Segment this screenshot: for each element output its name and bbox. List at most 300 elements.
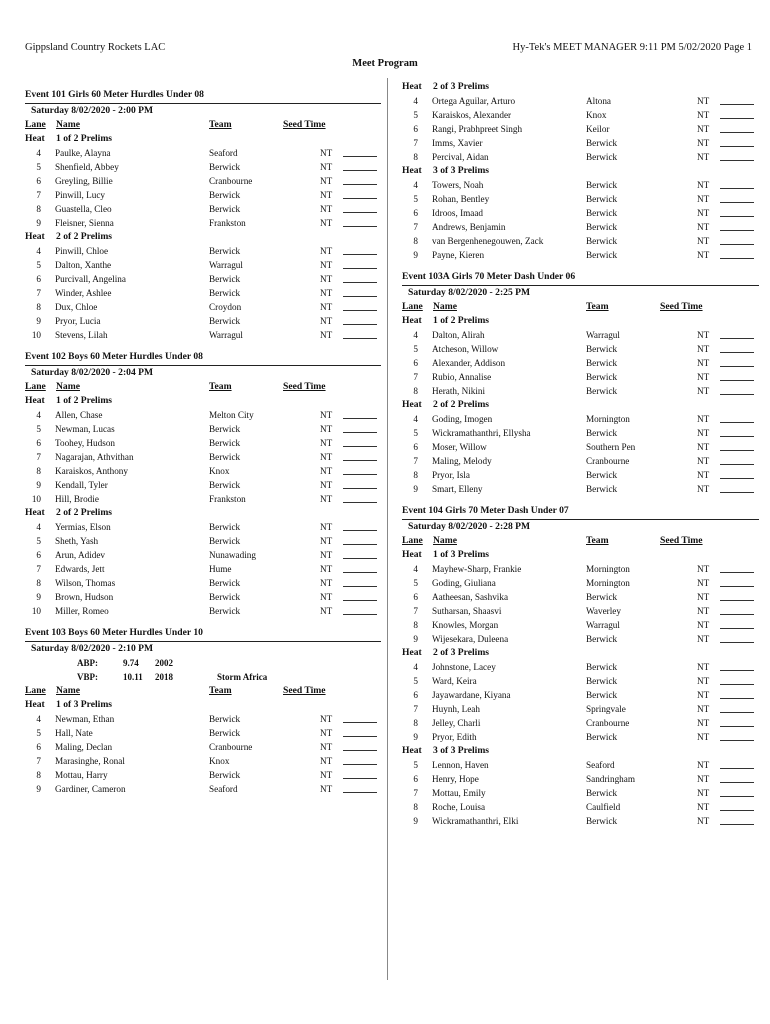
result-blank-line [720,244,754,245]
athlete-name: Goding, Imogen [432,414,493,424]
left-column [25,80,381,796]
heat-header [25,394,381,408]
seed-time: NT [697,358,710,368]
lane-header: Lane [25,381,46,392]
seed-time: NT [697,662,710,672]
seed-time: NT [697,816,710,826]
athlete-name: Percival, Aidan [432,152,489,162]
seed-time: NT [320,162,333,172]
seed-time: NT [697,802,710,812]
result-blank-line [720,478,754,479]
result-blank-line [343,460,377,461]
athlete-name: Dalton, Alirah [432,330,485,340]
seed-time: NT [320,438,333,448]
entry-row [402,604,759,618]
entry-row [402,192,759,206]
athlete-name: Shenfield, Abbey [55,162,119,172]
team-name: Berwick [586,250,618,260]
result-blank-line [720,712,754,713]
lane-number: 5 [413,760,418,770]
team-name: Springvale [586,704,626,714]
team-name: Mornington [586,414,630,424]
team-name: Berwick [586,222,618,232]
athlete-name: Alexander, Addison [432,358,506,368]
lane-header: Lane [402,301,423,312]
team-name: Knox [586,110,607,120]
result-blank-line [720,614,754,615]
athlete-name: Nagarajan, Athvithan [55,452,134,462]
heat-label: Heat [402,399,422,410]
athlete-name: Rangi, Prabhpreet Singh [432,124,523,134]
athlete-name: Smart, Elleny [432,484,483,494]
lane-number: 10 [31,330,41,340]
heat-label: Heat [402,549,422,560]
lane-number: 9 [413,816,418,826]
seed-header: Seed Time [660,535,703,546]
athlete-name: Yermias, Elson [55,522,111,532]
heat-number: 2 of 2 Prelims [56,507,113,518]
team-name: Berwick [209,316,241,326]
entry-row [25,188,381,202]
seed-time: NT [697,564,710,574]
team-name: Seaford [209,148,238,158]
result-blank-line [720,684,754,685]
team-name: Berwick [586,662,618,672]
session-time [402,519,759,534]
result-blank-line [343,736,377,737]
entry-row [402,716,759,730]
lane-number: 7 [413,788,418,798]
team-name: Cranbourne [209,742,253,752]
result-blank-line [720,796,754,797]
athlete-name: Marasinghe, Ronal [55,756,125,766]
result-blank-line [720,422,754,423]
record-line [25,670,381,684]
seed-time: NT [320,302,333,312]
seed-time: NT [697,208,710,218]
seed-time: NT [320,466,333,476]
entry-row [25,216,381,230]
lane-number: 4 [413,96,418,106]
result-blank-line [343,282,377,283]
seed-time: NT [320,784,333,794]
team-name: Berwick [586,208,618,218]
athlete-name: Jelley, Charli [432,718,481,728]
lane-number: 6 [413,208,418,218]
seed-time: NT [697,344,710,354]
lane-number: 8 [413,802,418,812]
heat-number: 1 of 2 Prelims [56,395,113,406]
result-blank-line [720,352,754,353]
athlete-name: Sheth, Yash [55,536,99,546]
seed-time: NT [697,194,710,204]
team-name: Warragul [209,260,243,270]
entry-row [25,464,381,478]
entry-row [402,702,759,716]
athlete-name: Kendall, Tyler [55,480,108,490]
seed-time: NT [697,386,710,396]
seed-time: NT [697,774,710,784]
entry-row [25,712,381,726]
entry-row [25,768,381,782]
result-blank-line [720,160,754,161]
athlete-name: Ward, Keira [432,676,477,686]
seed-time: NT [320,218,333,228]
lane-number: 6 [36,438,41,448]
team-name: Berwick [586,236,618,246]
record-year: 2002 [155,658,173,668]
seed-time: NT [697,620,710,630]
team-name: Berwick [209,246,241,256]
athlete-name: Stevens, Lilah [55,330,108,340]
seed-time: NT [320,550,333,560]
name-header: Name [56,381,80,392]
athlete-name: Brown, Hudson [55,592,114,602]
entry-row [402,108,759,122]
team-name: Warragul [586,330,620,340]
lane-number: 6 [413,690,418,700]
heat-header [402,744,759,758]
seed-time: NT [320,742,333,752]
seed-time: NT [697,592,710,602]
result-blank-line [720,380,754,381]
lane-number: 6 [413,124,418,134]
team-name: Berwick [586,428,618,438]
lane-number: 5 [413,578,418,588]
seed-time: NT [320,592,333,602]
heat-number: 2 of 3 Prelims [433,81,490,92]
team-name: Altona [586,96,612,106]
team-name: Berwick [209,288,241,298]
seed-time: NT [320,452,333,462]
lane-number: 4 [36,522,41,532]
event-title [25,626,381,640]
lane-number: 7 [413,372,418,382]
seed-time: NT [320,564,333,574]
heat-number: 2 of 3 Prelims [433,647,490,658]
heat-header [25,230,381,244]
athlete-name: Huynh, Leah [432,704,480,714]
result-blank-line [720,572,754,573]
athlete-name: Roche, Louisa [432,802,486,812]
event-title-text: Event 103A Girls 70 Meter Dash Under 06 [402,271,576,282]
event-title-text: Event 101 Girls 60 Meter Hurdles Under 08 [25,89,204,100]
athlete-name: Fleisner, Sienna [55,218,114,228]
team-name: Hume [209,564,232,574]
team-name: Berwick [586,690,618,700]
team-name: Berwick [209,162,241,172]
event-title-text: Event 103 Boys 60 Meter Hurdles Under 10 [25,627,203,638]
athlete-name: Pinwill, Lucy [55,190,106,200]
heat-label: Heat [402,81,422,92]
seed-time: NT [320,176,333,186]
seed-time: NT [697,732,710,742]
team-name: Berwick [209,592,241,602]
seed-time: NT [697,124,710,134]
team-name: Mornington [586,564,630,574]
result-blank-line [343,750,377,751]
athlete-name: Herath, Nikini [432,386,486,396]
entry-row [402,758,759,772]
result-blank-line [343,474,377,475]
entry-row [402,370,759,384]
event-title [25,350,381,364]
seed-time: NT [697,760,710,770]
athlete-name: Gardiner, Cameron [55,784,126,794]
entry-row [402,248,759,262]
document-title: Meet Program [352,58,418,69]
team-name: Knox [209,756,230,766]
lane-number: 8 [413,718,418,728]
result-blank-line [720,600,754,601]
result-blank-line [720,670,754,671]
lane-number: 9 [413,634,418,644]
result-blank-line [720,726,754,727]
entry-row [25,314,381,328]
result-blank-line [720,394,754,395]
entry-row [402,814,759,828]
session-time-text: Saturday 8/02/2020 - 2:00 PM [31,105,154,116]
lane-number: 8 [413,152,418,162]
lane-number: 8 [413,620,418,630]
record-year: 2018 [155,672,173,682]
event-title-text: Event 102 Boys 60 Meter Hurdles Under 08 [25,351,203,362]
team-name: Warragul [586,620,620,630]
team-name: Berwick [209,536,241,546]
result-blank-line [720,230,754,231]
team-header: Team [209,381,232,392]
heat-header [25,506,381,520]
record-label: VBP: [77,672,98,682]
entry-row [25,478,381,492]
entry-row [25,272,381,286]
seed-time: NT [697,718,710,728]
seed-time: NT [320,714,333,724]
athlete-name: Moser, Willow [432,442,487,452]
lane-number: 5 [413,676,418,686]
result-blank-line [343,600,377,601]
entry-row [402,730,759,744]
session-time-text: Saturday 8/02/2020 - 2:10 PM [31,643,154,654]
result-blank-line [720,450,754,451]
result-blank-line [720,202,754,203]
team-name: Berwick [586,788,618,798]
athlete-name: Wickramathanthri, Elki [432,816,519,826]
result-blank-line [343,254,377,255]
team-name: Seaford [586,760,615,770]
seed-time: NT [320,148,333,158]
record-mark: 9.74 [123,658,139,668]
lane-number: 8 [36,466,41,476]
entry-row [25,726,381,740]
column-headers [25,118,381,132]
heat-number: 2 of 2 Prelims [56,231,113,242]
team-name: Berwick [209,274,241,284]
result-blank-line [343,544,377,545]
result-blank-line [720,740,754,741]
athlete-name: Aatheesan, Sashvika [432,592,509,602]
heat-number: 1 of 2 Prelims [56,133,113,144]
seed-header: Seed Time [283,685,326,696]
entry-row [402,136,759,150]
lane-number: 5 [413,194,418,204]
seed-time: NT [697,96,710,106]
entry-row [402,590,759,604]
athlete-name: Mottau, Emily [432,788,486,798]
lane-header: Lane [25,685,46,696]
team-name: Berwick [209,204,241,214]
result-blank-line [343,226,377,227]
club-name: Gippsland Country Rockets LAC [25,42,166,53]
entry-row [25,782,381,796]
athlete-name: Karaiskos, Alexander [432,110,512,120]
team-name: Melton City [209,410,254,420]
seed-time: NT [320,274,333,284]
seed-time: NT [697,788,710,798]
team-name: Berwick [209,606,241,616]
heat-header [402,398,759,412]
team-name: Seaford [209,784,238,794]
entry-row [25,604,381,618]
entry-row [402,800,759,814]
entry-row [402,150,759,164]
heat-number: 3 of 3 Prelims [433,165,490,176]
athlete-name: Newman, Lucas [55,424,115,434]
result-blank-line [720,586,754,587]
result-blank-line [720,132,754,133]
entry-row [402,576,759,590]
lane-number: 7 [36,190,41,200]
team-name: Frankston [209,494,246,504]
column-headers [25,380,381,394]
result-blank-line [343,184,377,185]
athlete-name: Payne, Kieren [432,250,485,260]
name-header: Name [433,301,457,312]
lane-header: Lane [25,119,46,130]
team-name: Cranbourne [209,176,253,186]
athlete-name: Pryor, Isla [432,470,470,480]
lane-number: 9 [36,592,41,602]
athlete-name: Miller, Romeo [55,606,109,616]
seed-time: NT [697,372,710,382]
lane-number: 7 [36,452,41,462]
result-blank-line [720,810,754,811]
team-name: Berwick [586,484,618,494]
team-name: Berwick [209,728,241,738]
seed-time: NT [697,414,710,424]
result-blank-line [720,104,754,105]
lane-number: 9 [413,484,418,494]
result-blank-line [720,698,754,699]
heat-header [402,314,759,328]
lane-number: 8 [36,204,41,214]
column-headers [402,300,759,314]
athlete-name: Pinwill, Chloe [55,246,109,256]
heat-header [402,164,759,178]
athlete-name: Jayawardane, Kiyana [432,690,511,700]
team-name: Southern Pen [586,442,636,452]
athlete-name: Rubio, Annalise [432,372,492,382]
heat-label: Heat [25,133,45,144]
seed-time: NT [320,246,333,256]
athlete-name: Pryor, Lucia [55,316,101,326]
team-name: Berwick [586,358,618,368]
lane-number: 10 [31,606,41,616]
result-blank-line [720,464,754,465]
result-blank-line [720,436,754,437]
team-name: Nunawading [209,550,256,560]
team-name: Berwick [209,452,241,462]
lane-number: 4 [36,148,41,158]
lane-number: 6 [36,742,41,752]
heat-number: 3 of 3 Prelims [433,745,490,756]
entry-row [402,618,759,632]
result-blank-line [720,146,754,147]
lane-number: 5 [36,536,41,546]
team-name: Berwick [586,634,618,644]
entry-row [25,520,381,534]
entry-row [25,160,381,174]
entry-row [402,786,759,800]
entry-row [25,146,381,160]
result-blank-line [343,198,377,199]
team-header: Team [209,119,232,130]
lane-number: 7 [413,456,418,466]
athlete-name: Atcheson, Willow [432,344,499,354]
heat-number: 1 of 2 Prelims [433,315,490,326]
athlete-name: Sutharsan, Shaasvi [432,606,502,616]
lane-number: 6 [36,274,41,284]
heat-label: Heat [25,231,45,242]
athlete-name: Purcivall, Angelina [55,274,126,284]
entry-row [25,534,381,548]
athlete-name: Edwards, Jett [55,564,105,574]
team-name: Berwick [209,578,241,588]
lane-number: 4 [413,330,418,340]
team-name: Berwick [209,480,241,490]
entry-row [25,492,381,506]
result-blank-line [720,216,754,217]
seed-time: NT [320,288,333,298]
entry-row [402,688,759,702]
team-name: Caulfield [586,802,621,812]
athlete-name: Hill, Brodie [55,494,99,504]
athlete-name: Lennon, Haven [432,760,489,770]
athlete-name: Maling, Melody [432,456,492,466]
entry-row [402,468,759,482]
event-title-text: Event 104 Girls 70 Meter Dash Under 07 [402,505,569,516]
entry-row [402,122,759,136]
athlete-name: Paulke, Alayna [55,148,111,158]
lane-number: 6 [413,358,418,368]
record-mark: 10.11 [123,672,143,682]
record-holder: Storm Africa [217,672,268,682]
seed-time: NT [697,704,710,714]
lane-number: 8 [36,770,41,780]
lane-number: 4 [413,662,418,672]
seed-time: NT [697,180,710,190]
entry-row [402,206,759,220]
athlete-name: Toohey, Hudson [55,438,116,448]
seed-header: Seed Time [283,381,326,392]
lane-number: 9 [36,784,41,794]
heat-label: Heat [25,395,45,406]
team-name: Berwick [586,344,618,354]
result-blank-line [343,212,377,213]
team-name: Berwick [586,676,618,686]
seed-header: Seed Time [283,119,326,130]
entry-row [402,178,759,192]
